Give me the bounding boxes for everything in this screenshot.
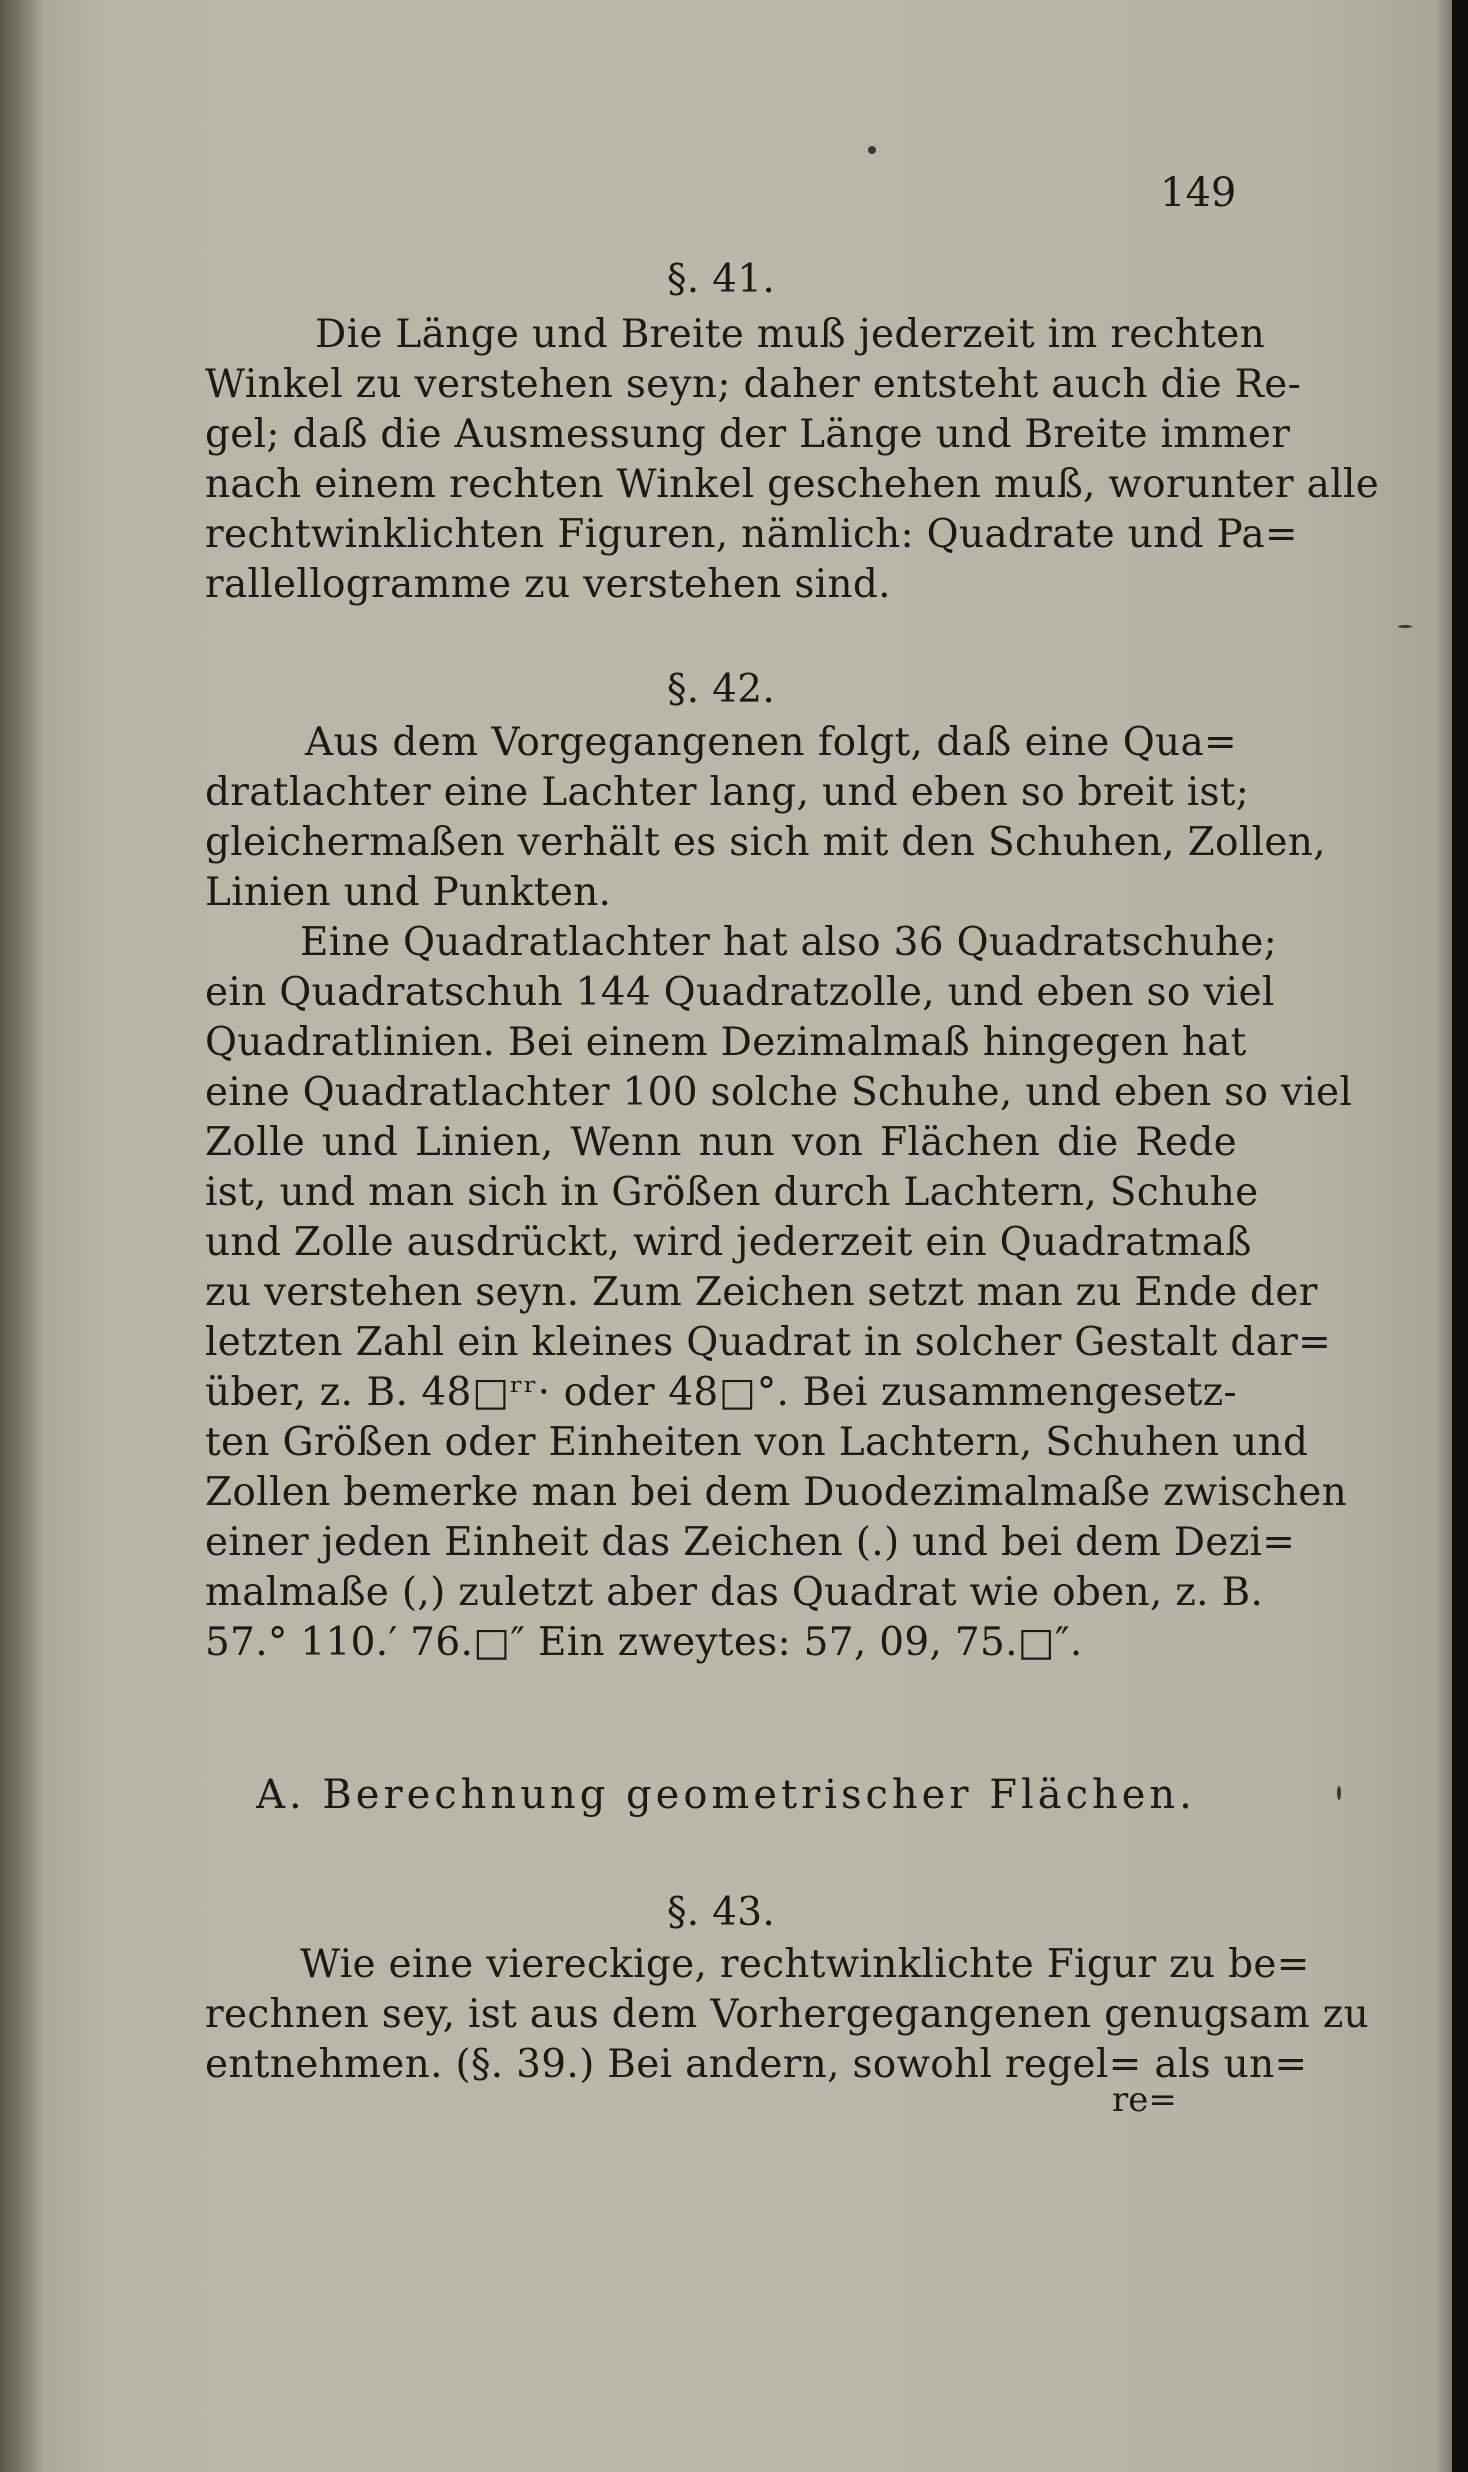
text-line: rallellogramme zu verstehen sind. bbox=[205, 562, 891, 607]
paragraph-43 bbox=[205, 1940, 1370, 2090]
text-line: dratlachter eine Lachter lang, und eben so breit ist; bbox=[205, 770, 1250, 815]
text-line: malmaße (,) zuletzt aber das Quadrat wie oben, z. B. bbox=[205, 1570, 1264, 1615]
text-line: Die Länge und Breite muß jederzeit im rechten bbox=[315, 312, 1266, 357]
paragraph-42a bbox=[205, 718, 1326, 918]
text-line: ist, und man sich in Größen durch Lachtern, Schuhe bbox=[205, 1170, 1259, 1215]
paper-speck bbox=[868, 146, 876, 154]
catchword: re= bbox=[1112, 2080, 1177, 2120]
paragraph-42b bbox=[205, 918, 1353, 1668]
text-line: letzten Zahl ein kleines Quadrat in solcher Gestalt dar= bbox=[205, 1320, 1332, 1365]
text-line: Quadratlinien. Bei einem Dezimalmaß hingegen hat bbox=[205, 1020, 1247, 1065]
text-line: rechtwinklichten Figuren, nämlich: Quadrate und Pa= bbox=[205, 512, 1298, 557]
text-line: rechnen sey, ist aus dem Vorhergegangenen genugsam zu bbox=[205, 1992, 1370, 2037]
text-line: Aus dem Vorgegangenen folgt, daß eine Qua= bbox=[305, 720, 1237, 765]
text-line: Eine Quadratlachter hat also 36 Quadratschuhe; bbox=[300, 920, 1278, 965]
section-heading-43: §. 43. bbox=[666, 1890, 776, 1935]
text-line: Winkel zu verstehen seyn; daher entsteht auch die Re- bbox=[205, 362, 1302, 407]
section-heading-41: §. 41. bbox=[666, 257, 776, 302]
text-line: eine Quadratlachter 100 solche Schuhe, und eben so viel bbox=[205, 1070, 1353, 1115]
text-line: ein Quadratschuh 144 Quadratzolle, und eben so viel bbox=[205, 970, 1275, 1015]
text-line: entnehmen. (§. 39.) Bei andern, sowohl regel= als un= bbox=[205, 2042, 1308, 2087]
text-line: gel; daß die Ausmessung der Länge und Breite immer bbox=[205, 412, 1291, 457]
text-line: 57.° 110.′ 76.□″ Ein zweytes: 57, 09, 75.□″. bbox=[205, 1620, 1083, 1665]
text-line: einer jeden Einheit das Zeichen (.) und bei dem Dezi= bbox=[205, 1520, 1296, 1565]
book-spine-shadow bbox=[0, 0, 44, 2472]
page-edge-shadow bbox=[1436, 0, 1452, 2472]
text-line: Zolle und Linien, Wenn nun von Flächen die Rede bbox=[205, 1120, 1237, 1165]
section-heading-42: §. 42. bbox=[666, 667, 776, 712]
text-line: über, z. B. 48□ʳʳ· oder 48□°. Bei zusammengesetz- bbox=[205, 1370, 1237, 1415]
paper-speck bbox=[1398, 625, 1412, 628]
paragraph-41 bbox=[205, 310, 1380, 610]
text-line: nach einem rechten Winkel geschehen muß, worunter alle bbox=[205, 462, 1380, 507]
text-line: zu verstehen seyn. Zum Zeichen setzt man zu Ende der bbox=[205, 1270, 1318, 1315]
text-line: Linien und Punkten. bbox=[205, 870, 612, 915]
page-number: 149 bbox=[1160, 170, 1237, 216]
text-line: ten Größen oder Einheiten von Lachtern, Schuhen und bbox=[205, 1420, 1309, 1465]
text-line: und Zolle ausdrückt, wird jederzeit ein Quadratmaß bbox=[205, 1220, 1252, 1265]
text-line: Zollen bemerke man bei dem Duodezimalmaße zwischen bbox=[205, 1470, 1348, 1515]
chapter-heading: A. Berechnung geometrischer Flächen. bbox=[256, 1772, 1196, 1818]
text-line: Wie eine viereckige, rechtwinklichte Figur zu be= bbox=[300, 1942, 1310, 1987]
text-line: gleichermaßen verhält es sich mit den Schuhen, Zollen, bbox=[205, 820, 1326, 865]
